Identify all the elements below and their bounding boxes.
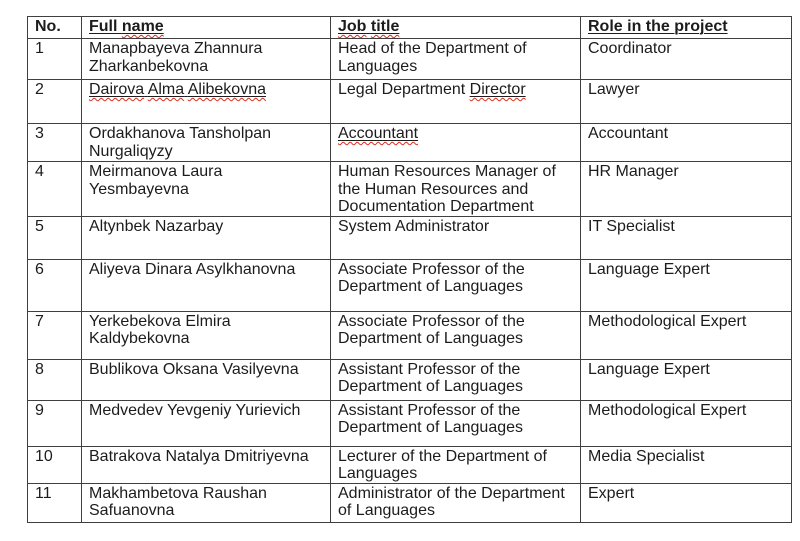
text-segment: 9	[35, 401, 44, 419]
cell-name[interactable]	[82, 446, 331, 483]
project-staff-table	[27, 16, 792, 523]
text-segment: 10	[35, 447, 53, 465]
cell-job[interactable]	[331, 216, 581, 259]
cell-no[interactable]	[28, 359, 82, 400]
cell-no[interactable]	[28, 259, 82, 311]
text-segment: 2	[35, 81, 44, 98]
text-segment: Head of the Department of Languages	[338, 40, 527, 75]
text-segment: 11	[35, 484, 52, 502]
cell-name[interactable]	[82, 80, 331, 124]
cell-job[interactable]	[331, 446, 581, 483]
text-segment: Accountant	[338, 125, 419, 142]
text-segment: No.	[35, 18, 61, 35]
cell-name[interactable]	[82, 162, 331, 217]
cell-no[interactable]	[28, 216, 82, 259]
text-segment: 8	[35, 360, 44, 378]
misspelled-word	[148, 81, 184, 98]
misspelled-word	[122, 18, 164, 35]
text-segment: Ordakhanova Tansholpan Nurgaliqyzy	[89, 125, 272, 160]
misspelled-word	[338, 18, 366, 35]
cell-no[interactable]	[28, 39, 82, 80]
text-segment: 3	[35, 125, 44, 142]
header-cell-name[interactable]	[82, 17, 331, 39]
text-segment: HR Manager	[588, 163, 679, 180]
text-segment: Methodological Expert	[588, 401, 747, 419]
cell-name[interactable]	[82, 216, 331, 259]
cell-role[interactable]	[581, 446, 792, 483]
cell-no[interactable]	[28, 400, 82, 446]
text-segment: Lecturer of the Department of Languages	[338, 447, 547, 482]
cell-name[interactable]	[82, 483, 331, 522]
cell-job[interactable]	[331, 311, 581, 359]
cell-role[interactable]	[581, 359, 792, 400]
text-segment: Job	[338, 18, 367, 35]
cell-name[interactable]	[82, 124, 331, 162]
text-segment: 5	[35, 217, 44, 235]
table-row	[28, 124, 792, 162]
text-segment: Dairova	[89, 81, 145, 98]
header-cell-role[interactable]	[581, 17, 792, 39]
text-segment: Alibekovna	[187, 81, 266, 98]
cell-job[interactable]	[331, 80, 581, 124]
cell-name[interactable]	[82, 311, 331, 359]
text-segment: Alma	[147, 81, 185, 98]
cell-job[interactable]	[331, 359, 581, 400]
text-segment: Methodological Expert	[588, 312, 747, 330]
text-segment: Coordinator	[588, 40, 672, 57]
table-row	[28, 483, 792, 522]
text-segment: Yerkebekova Elmira Kaldybekovna	[89, 312, 231, 347]
cell-job[interactable]	[331, 483, 581, 522]
table-row	[28, 259, 792, 311]
header-row	[28, 17, 792, 39]
cell-job[interactable]	[331, 259, 581, 311]
text-segment: Aliyeva Dinara Asylkhanovna	[89, 260, 296, 278]
text-segment: Makhambetova Raushan Safuanovna	[89, 484, 267, 519]
text-segment: name	[121, 18, 164, 35]
text-segment: Lawyer	[588, 81, 640, 98]
text-segment: Language Expert	[588, 360, 710, 378]
misspelled-word	[188, 81, 266, 98]
text-segment: 1	[35, 40, 44, 57]
cell-name[interactable]	[82, 359, 331, 400]
text-segment: Assistant Professor of the Department of Languages	[338, 401, 524, 436]
text-segment: Altynbek Nazarbay	[89, 217, 224, 235]
cell-role[interactable]	[581, 124, 792, 162]
cell-role[interactable]	[581, 162, 792, 217]
cell-role[interactable]	[581, 259, 792, 311]
cell-no[interactable]	[28, 483, 82, 522]
cell-no[interactable]	[28, 162, 82, 217]
cell-no[interactable]	[28, 124, 82, 162]
text-segment: Bublikova Oksana Vasilyevna	[89, 360, 299, 378]
cell-job[interactable]	[331, 400, 581, 446]
text-segment: Assistant Professor of the Department of Languages	[338, 360, 524, 395]
text-segment: 4	[35, 163, 44, 180]
text-segment: Legal Department	[338, 81, 470, 98]
text-segment: Accountant	[588, 125, 669, 142]
text-segment: Media Specialist	[588, 447, 705, 465]
text-segment: Meirmanova Laura Yesmbayevna	[89, 163, 223, 198]
cell-no[interactable]	[28, 446, 82, 483]
cell-job[interactable]	[331, 124, 581, 162]
header-cell-no[interactable]	[28, 17, 82, 39]
misspelled-word	[470, 81, 526, 98]
table-row	[28, 311, 792, 359]
table-row	[28, 400, 792, 446]
cell-role[interactable]	[581, 311, 792, 359]
cell-job[interactable]	[331, 39, 581, 80]
cell-job[interactable]	[331, 162, 581, 217]
cell-name[interactable]	[82, 400, 331, 446]
misspelled-word	[89, 81, 144, 98]
header-cell-job[interactable]	[331, 17, 581, 39]
misspelled-word	[371, 18, 399, 35]
cell-no[interactable]	[28, 311, 82, 359]
cell-role[interactable]	[581, 80, 792, 124]
cell-role[interactable]	[581, 39, 792, 80]
table-row	[28, 359, 792, 400]
table-row	[28, 162, 792, 217]
text-segment: Batrakova Natalya Dmitriyevna	[89, 447, 309, 465]
text-segment: Administrator of the Department of Languages	[338, 484, 565, 519]
text-segment: Language Expert	[588, 260, 710, 278]
cell-no[interactable]	[28, 80, 82, 124]
text-segment: IT Specialist	[588, 217, 675, 235]
text-segment: 7	[35, 312, 44, 330]
text-segment: Expert	[588, 484, 635, 502]
text-segment: Full	[89, 18, 122, 35]
text-segment: Director	[469, 81, 526, 98]
table-row	[28, 216, 792, 259]
text-segment: System Administrator	[338, 217, 490, 235]
table-row	[28, 39, 792, 80]
text-segment: title	[370, 18, 400, 35]
text-segment: Human Resources Manager of the Human Resources and Documentation Department	[338, 163, 556, 215]
cell-role[interactable]	[581, 400, 792, 446]
text-segment: Manapbayeva Zhannura Zharkanbekovna	[89, 40, 263, 75]
text-segment: Medvedev Yevgeniy Yurievich	[89, 401, 301, 419]
text-segment: 6	[35, 260, 44, 278]
table-body	[28, 39, 792, 523]
cell-role[interactable]	[581, 483, 792, 522]
text-segment: Associate Professor of the Department of Languages	[338, 312, 525, 347]
text-segment: Role in the project	[588, 18, 728, 35]
table-row	[28, 446, 792, 483]
misspelled-word	[338, 125, 418, 142]
table-header	[28, 17, 792, 39]
cell-name[interactable]	[82, 259, 331, 311]
cell-role[interactable]	[581, 216, 792, 259]
cell-name[interactable]	[82, 39, 331, 80]
text-segment: Associate Professor of the Department of Languages	[338, 260, 525, 295]
table-row	[28, 80, 792, 124]
